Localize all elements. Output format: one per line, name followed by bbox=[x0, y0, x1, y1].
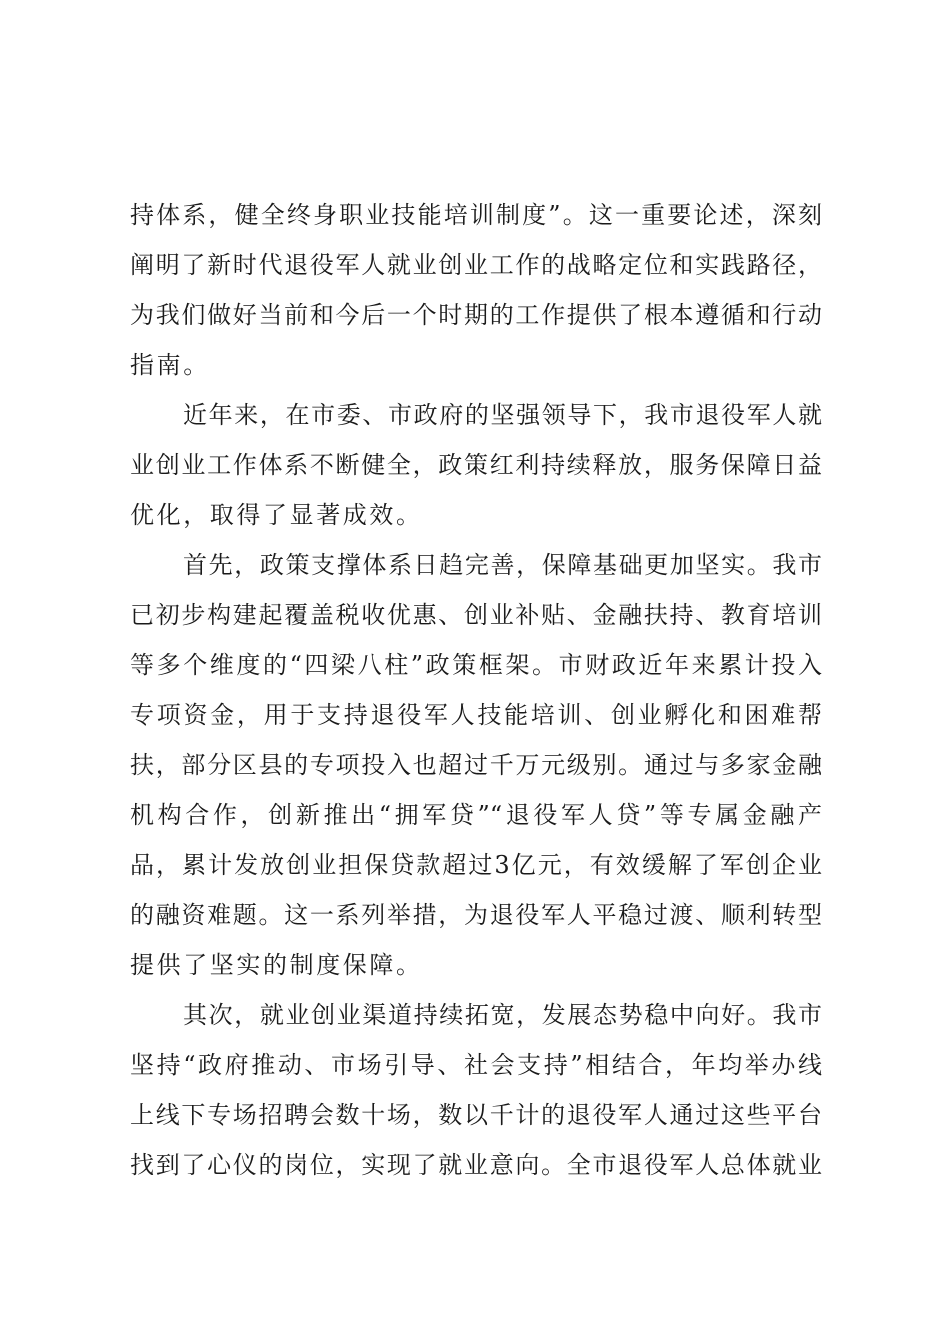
text-line: 业创业工作体系不断健全，政策红利持续释放，服务保障日益 bbox=[130, 451, 822, 479]
paragraph-2 bbox=[130, 390, 822, 540]
text-line: 品，累计发放创业担保贷款超过3亿元，有效缓解了军创企业 bbox=[130, 851, 822, 879]
text-line: 提供了坚实的制度保障。 bbox=[130, 951, 423, 979]
text-line: 专项资金，用于支持退役军人技能培训、创业孵化和困难帮 bbox=[130, 701, 822, 729]
document-page bbox=[130, 190, 822, 1190]
paragraph-3 bbox=[130, 540, 822, 990]
text-line: 其次，就业创业渠道持续拓宽，发展态势稳中向好。我市 bbox=[183, 1001, 822, 1029]
text-line: 已初步构建起覆盖税收优惠、创业补贴、金融扶持、教育培训 bbox=[130, 601, 822, 629]
text-line: 持体系，健全终身职业技能培训制度”。这一重要论述，深刻 bbox=[130, 201, 822, 229]
paragraph-4 bbox=[130, 990, 822, 1190]
text-line: 找到了心仪的岗位，实现了就业意向。全市退役军人总体就业 bbox=[130, 1151, 822, 1179]
text-line: 机构合作，创新推出“拥军贷”“退役军人贷”等专属金融产 bbox=[130, 801, 822, 829]
text-line: 等多个维度的“四梁八柱”政策框架。市财政近年来累计投入 bbox=[130, 651, 822, 679]
text-line: 上线下专场招聘会数十场，数以千计的退役军人通过这些平台 bbox=[130, 1101, 822, 1129]
text-line: 优化，取得了显著成效。 bbox=[130, 501, 423, 529]
paragraph-1 bbox=[130, 190, 822, 390]
text-line: 为我们做好当前和今后一个时期的工作提供了根本遵循和行动 bbox=[130, 301, 822, 329]
text-line: 近年来，在市委、市政府的坚强领导下，我市退役军人就 bbox=[183, 401, 822, 429]
text-line: 的融资难题。这一系列举措，为退役军人平稳过渡、顺利转型 bbox=[130, 901, 822, 929]
text-line: 坚持“政府推动、市场引导、社会支持”相结合，年均举办线 bbox=[130, 1051, 822, 1079]
text-line: 指南。 bbox=[130, 351, 210, 379]
text-line: 首先，政策支撑体系日趋完善，保障基础更加坚实。我市 bbox=[183, 551, 822, 579]
text-line: 阐明了新时代退役军人就业创业工作的战略定位和实践路径， bbox=[130, 251, 822, 279]
text-line: 扶，部分区县的专项投入也超过千万元级别。通过与多家金融 bbox=[130, 751, 822, 779]
